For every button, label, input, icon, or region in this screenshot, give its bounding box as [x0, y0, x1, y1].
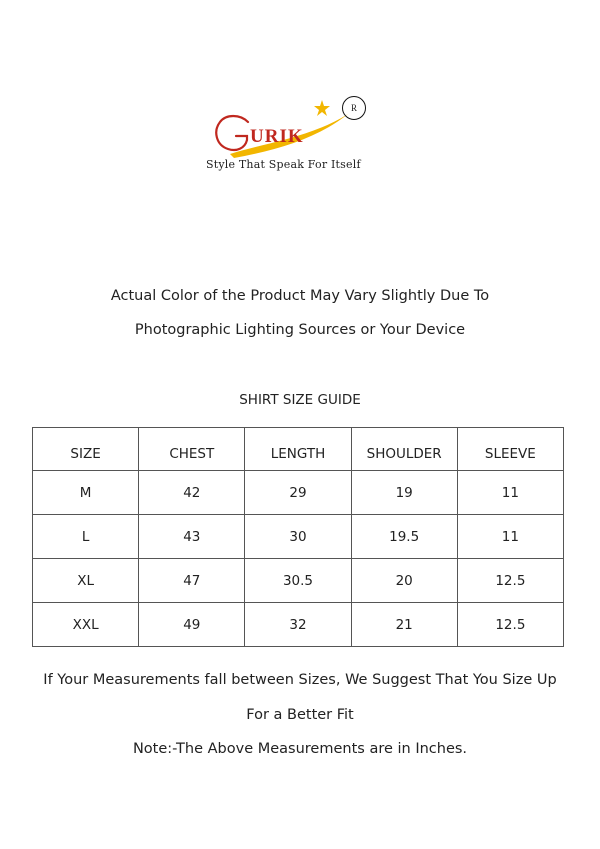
cell-chest: 47 — [139, 559, 245, 603]
cell-shoulder: 21 — [351, 603, 457, 647]
cell-size: XXL — [33, 603, 139, 647]
cell-size: XL — [33, 559, 139, 603]
cell-sleeve: 11 — [457, 515, 563, 559]
footer-note: Note:-The Above Measurements are in Inches. — [132, 741, 468, 757]
cell-length: 32 — [245, 603, 351, 647]
cell-length: 29 — [245, 471, 351, 515]
header-shoulder: SHOULDER — [351, 428, 457, 471]
disclaimer-line-2: Photographic Lighting Sources or Your Device — [134, 322, 466, 338]
brand-name: URIK — [250, 126, 304, 147]
cell-sleeve: 12.5 — [457, 559, 563, 603]
cell-length: 30 — [245, 515, 351, 559]
table-row — [33, 515, 564, 559]
cell-shoulder: 19.5 — [351, 515, 457, 559]
cell-size: L — [33, 515, 139, 559]
cell-chest: 43 — [139, 515, 245, 559]
cell-sleeve: 12.5 — [457, 603, 563, 647]
table-row — [33, 603, 564, 647]
table-row — [33, 559, 564, 603]
cell-size: M — [33, 471, 139, 515]
size-guide-title: SHIRT SIZE GUIDE — [239, 392, 361, 408]
header-chest: CHEST — [139, 428, 245, 471]
table-row — [33, 471, 564, 515]
footer-line-2: For a Better Fit — [246, 707, 354, 723]
brand-tagline: Style That Speak For Itself — [206, 158, 361, 171]
cell-chest: 49 — [139, 603, 245, 647]
size-table — [32, 427, 564, 647]
cell-sleeve: 11 — [457, 471, 563, 515]
cell-chest: 42 — [139, 471, 245, 515]
table-header-row — [33, 428, 564, 471]
cell-length: 30.5 — [245, 559, 351, 603]
header-size: SIZE — [33, 428, 139, 471]
cell-shoulder: 20 — [351, 559, 457, 603]
header-sleeve: SLEEVE — [457, 428, 563, 471]
brand-logo — [200, 90, 390, 180]
disclaimer-line-1: Actual Color of the Product May Vary Slightly Due To — [110, 288, 490, 304]
cell-shoulder: 19 — [351, 471, 457, 515]
registered-mark: R — [342, 96, 366, 120]
header-length: LENGTH — [245, 428, 351, 471]
footer-line-1: If Your Measurements fall between Sizes, We Suggest That You Size Up — [43, 672, 557, 688]
